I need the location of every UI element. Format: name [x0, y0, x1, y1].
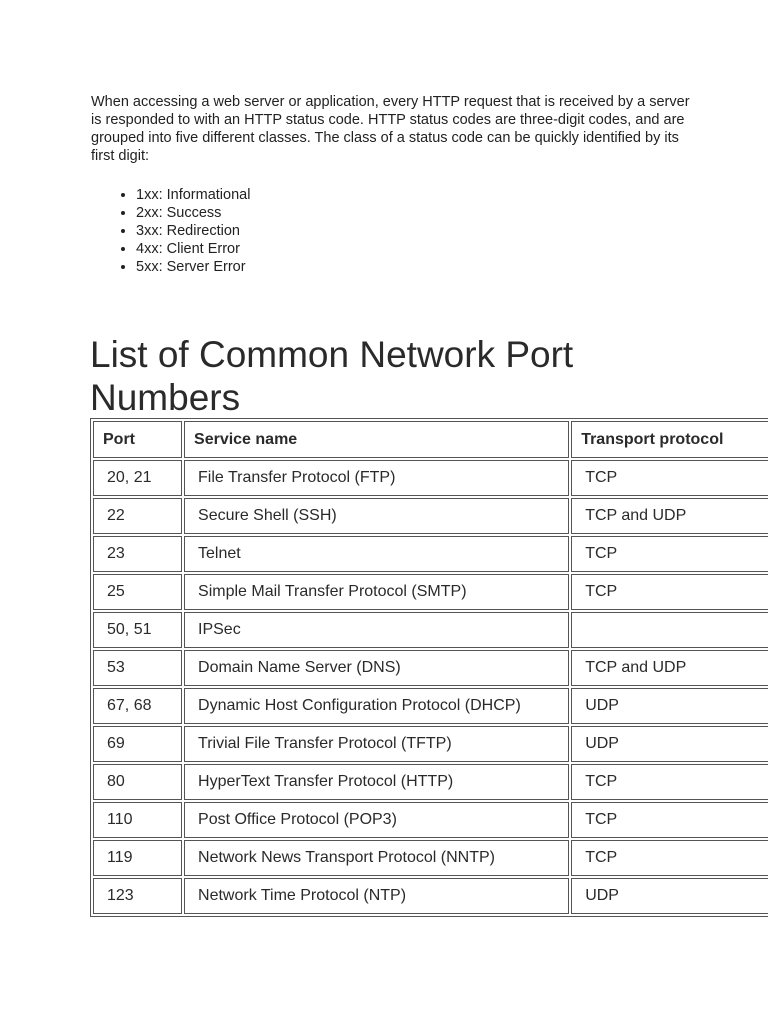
list-item: • 2xx: Success — [136, 204, 250, 222]
transport-protocol-cell: TCP — [571, 764, 768, 800]
port-cell: 22 — [93, 498, 182, 534]
table-row — [93, 840, 768, 876]
service-name-cell: Telnet — [184, 536, 569, 572]
table-row — [93, 688, 768, 724]
service-name-cell: Network News Transport Protocol (NNTP) — [184, 840, 569, 876]
service-name-cell: IPSec — [184, 612, 569, 648]
port-cell: 20, 21 — [93, 460, 182, 496]
service-name-cell: Post Office Protocol (POP3) — [184, 802, 569, 838]
transport-protocol-cell: UDP — [571, 688, 768, 724]
service-name-cell: Network Time Protocol (NTP) — [184, 878, 569, 914]
service-name-cell: Domain Name Server (DNS) — [184, 650, 569, 686]
table-row — [93, 536, 768, 572]
service-name-cell: Simple Mail Transfer Protocol (SMTP) — [184, 574, 569, 610]
section-title: List of Common Network Port Numbers — [90, 334, 574, 418]
transport-protocol-cell: TCP — [571, 802, 768, 838]
table-row — [93, 726, 768, 762]
port-cell: 80 — [93, 764, 182, 800]
port-cell: 119 — [93, 840, 182, 876]
list-item: • 5xx: Server Error — [136, 258, 250, 276]
transport-protocol-cell: TCP — [571, 840, 768, 876]
table-row — [93, 460, 768, 496]
port-cell: 123 — [93, 878, 182, 914]
transport-protocol-cell: TCP — [571, 460, 768, 496]
table-header-row — [93, 421, 768, 458]
port-cell: 67, 68 — [93, 688, 182, 724]
table-row — [93, 612, 768, 648]
transport-protocol-cell: UDP — [571, 878, 768, 914]
header-service-name: Service name — [184, 421, 569, 458]
header-port: Port — [93, 421, 182, 458]
port-cell: 53 — [93, 650, 182, 686]
table-row — [93, 764, 768, 800]
table-row — [93, 498, 768, 534]
list-item: • 1xx: Informational — [136, 186, 250, 204]
table-row — [93, 878, 768, 914]
port-cell: 50, 51 — [93, 612, 182, 648]
service-name-cell: Trivial File Transfer Protocol (TFTP) — [184, 726, 569, 762]
intro-paragraph: When accessing a web server or application, every HTTP request that is received by a server is responded to with an HTTP status code. HTTP status codes are three-digit codes, and are grouped into five different classes. The class of a status code can be quickly identified by its first digit: — [91, 94, 690, 164]
list-item: • 4xx: Client Error — [136, 240, 250, 258]
port-table — [90, 418, 768, 917]
transport-protocol-cell: TCP — [571, 536, 768, 572]
transport-protocol-cell: TCP — [571, 574, 768, 610]
table-row — [93, 650, 768, 686]
transport-protocol-cell — [571, 612, 768, 648]
transport-protocol-cell: TCP and UDP — [571, 650, 768, 686]
service-name-cell: Secure Shell (SSH) — [184, 498, 569, 534]
service-name-cell: File Transfer Protocol (FTP) — [184, 460, 569, 496]
port-cell: 110 — [93, 802, 182, 838]
transport-protocol-cell: TCP and UDP — [571, 498, 768, 534]
header-transport-protocol: Transport protocol — [571, 421, 768, 458]
status-class-list — [112, 186, 250, 276]
port-cell: 69 — [93, 726, 182, 762]
port-cell: 25 — [93, 574, 182, 610]
transport-protocol-cell: UDP — [571, 726, 768, 762]
table-row — [93, 802, 768, 838]
list-item: • 3xx: Redirection — [136, 222, 250, 240]
service-name-cell: HyperText Transfer Protocol (HTTP) — [184, 764, 569, 800]
service-name-cell: Dynamic Host Configuration Protocol (DHCP) — [184, 688, 569, 724]
port-cell: 23 — [93, 536, 182, 572]
table-row — [93, 574, 768, 610]
